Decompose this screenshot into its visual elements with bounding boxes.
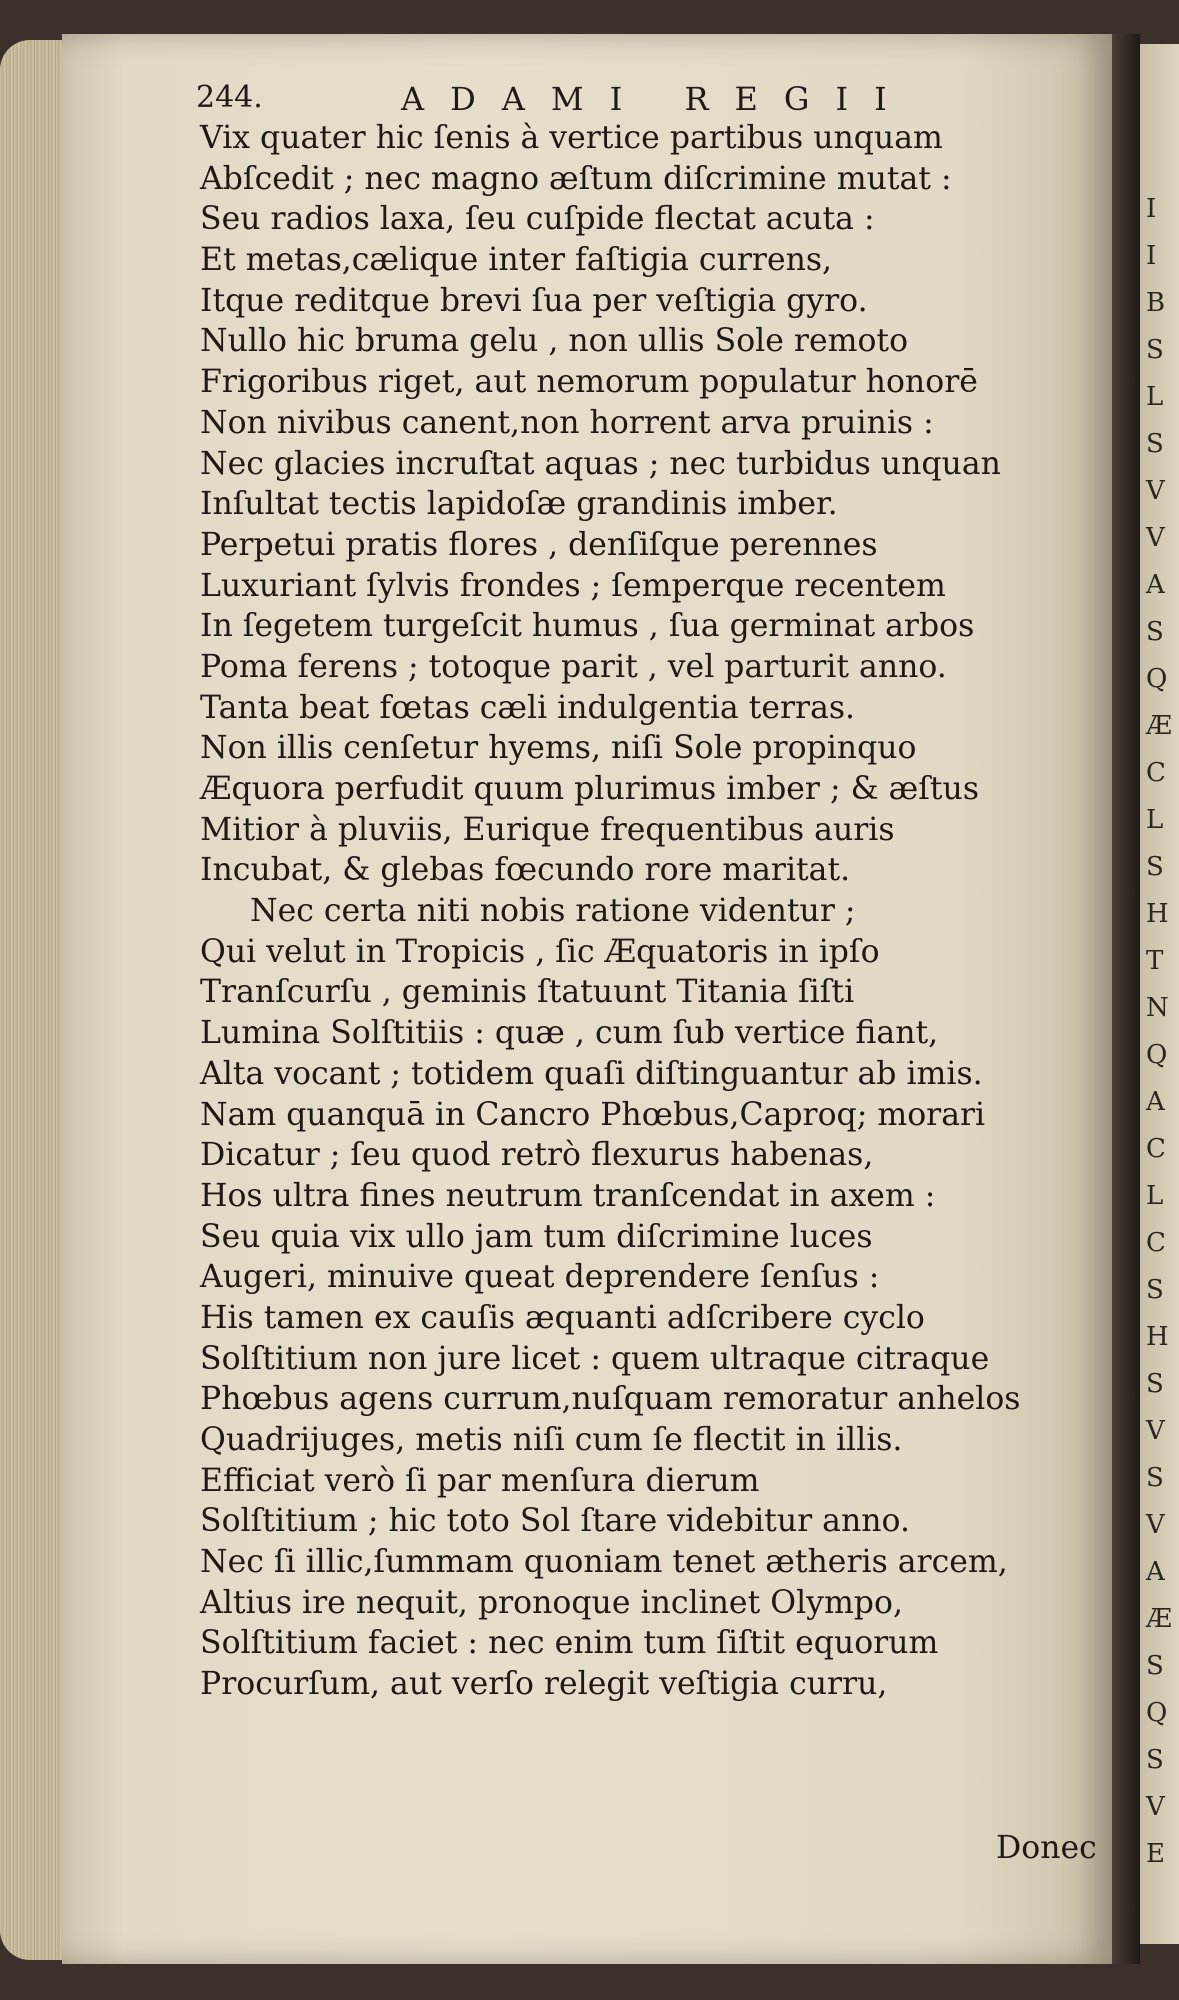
next-page-letter: S	[1146, 1275, 1164, 1305]
verse-line: Nullo hic bruma gelu , non ullis Sole remoto	[200, 323, 909, 360]
next-page-letter: Q	[1146, 1698, 1168, 1728]
next-page-letter: L	[1146, 805, 1164, 835]
verse-line: Non nivibus canent,non horrent arva pruinis :	[200, 404, 934, 441]
next-page-letter: Q	[1146, 664, 1168, 694]
next-page-letter: H	[1146, 899, 1169, 929]
next-page-letter: Æ	[1146, 711, 1173, 741]
verse-line: Nec glacies incruſtat aquas ; nec turbidus unquan	[200, 445, 1001, 482]
verse-line: Itque reditque brevi ſua per veſtigia gyro.	[200, 282, 868, 319]
next-page-letter: B	[1146, 288, 1166, 318]
verse-line: Hos ultra fines neutrum tranſcendat in axem :	[200, 1177, 936, 1214]
verse-line: Frigoribus riget, aut nemorum populatur honorē	[200, 364, 978, 401]
next-page-letter: I	[1146, 241, 1157, 271]
catchword: Donec	[996, 1830, 1097, 1866]
next-page-letter: C	[1146, 1134, 1166, 1164]
verse-line: Inſultat tectis lapidoſæ grandinis imber.	[200, 486, 838, 523]
verse-line: Tanta beat fœtas cæli indulgentia terras.	[200, 689, 856, 726]
verse-line: Quadrijuges, metis niſi cum ſe flectit in illis.	[200, 1422, 903, 1458]
verse-line: Efficiat verò ſi par menſura dierum	[200, 1462, 760, 1499]
next-page-letter: A	[1146, 1087, 1165, 1117]
next-page-letter: V	[1146, 1416, 1165, 1446]
verse-line: Solſtitium faciet : nec enim tum ſiſtit equorum	[200, 1625, 939, 1662]
next-page-letter: V	[1146, 523, 1165, 553]
verse-line: Non illis cenſetur hyems, niſi Sole propinquo	[200, 730, 917, 767]
running-title: ADAMI REGII	[401, 80, 913, 118]
verse-line: Nec ſi illic,ſummam quoniam tenet ætheris arcem,	[200, 1544, 1008, 1581]
verse-line: Solſtitium non jure licet : quem ultraque citraque	[200, 1340, 990, 1377]
verse-line: Poma ferens ; totoque parit , vel parturit anno.	[200, 648, 947, 685]
next-page-letter: A	[1146, 570, 1165, 600]
verse-line: Tranſcurſu , geminis ſtatuunt Titania ſiſti	[200, 974, 855, 1011]
verse-line: Incubat, & glebas fœcundo rore maritat.	[200, 852, 851, 889]
next-page-letter: C	[1146, 758, 1166, 788]
next-page-letter: L	[1146, 1181, 1164, 1211]
next-page-letter: S	[1146, 1463, 1164, 1493]
page-edges	[0, 40, 70, 1960]
verse-line: Vix quater hic ſenis à vertice partibus unquam	[200, 120, 943, 156]
next-page-letter: S	[1146, 335, 1164, 365]
next-page-letter: V	[1146, 476, 1165, 506]
next-page-letter: T	[1146, 946, 1164, 976]
page-header	[196, 80, 996, 120]
verse-line: Nam quanquā in Cancro Phœbus,Caproq; morari	[200, 1096, 986, 1133]
verse-line: Et metas,cælique inter faſtigia currens,	[200, 242, 833, 279]
verse-line: Mitior à pluviis, Eurique frequentibus auris	[200, 811, 895, 848]
next-page-letter: H	[1146, 1322, 1169, 1352]
verse-line: Alta vocant ; totidem quaſi diſtinguantur ab imis.	[200, 1055, 983, 1092]
verse-line: Altius ire nequit, pronoque inclinet Olympo,	[200, 1584, 903, 1621]
verse-line: Seu radios laxa, ſeu cuſpide flectat acuta :	[200, 201, 875, 238]
next-page-letter: S	[1146, 852, 1164, 882]
verse-line: Luxuriant ſylvis frondes ; ſemperque recentem	[200, 567, 946, 604]
verse-line: Procurſum, aut verſo relegit veſtigia curru,	[200, 1666, 888, 1703]
verse-line: Abſcedit ; nec magno æſtum diſcrimine mutat :	[200, 160, 952, 197]
next-page-letter: S	[1146, 1651, 1164, 1681]
verse-line: His tamen ex cauſis æquanti adſcribere cyclo	[200, 1299, 925, 1336]
verse-line: Nec certa niti nobis ratione videntur ;	[250, 893, 856, 930]
next-page-letter: L	[1146, 382, 1164, 412]
verse-line: Lumina Solſtitiis : quæ , cum ſub vertice fiant,	[200, 1015, 939, 1052]
next-page-letter: S	[1146, 617, 1164, 647]
verse-line: Phœbus agens currum,nuſquam remoratur anhelos	[200, 1381, 1021, 1418]
next-page-letter: C	[1146, 1228, 1166, 1258]
verse-line: Dicatur ; ſeu quod retrò flexurus habenas,	[200, 1137, 874, 1174]
verse-line: Qui velut in Tropicis , ſic Æquatoris in ipſo	[200, 933, 880, 970]
verse-line: Augeri, minuive queat deprendere ſenſus :	[200, 1259, 880, 1296]
next-page-letter: V	[1146, 1510, 1165, 1540]
next-page-letter: A	[1146, 1557, 1165, 1587]
verse-line: Æquora perfudit quum plurimus imber ; & æſtus	[200, 771, 980, 807]
verse-line: Seu quia vix ullo jam tum diſcrimine luces	[200, 1218, 873, 1255]
next-page-letter: Æ	[1146, 1604, 1173, 1634]
next-page-letter: S	[1146, 429, 1164, 459]
next-page-letter: S	[1146, 1745, 1164, 1775]
verse-line: Perpetui pratis flores , denſiſque perennes	[200, 526, 878, 563]
page-number: 244.	[196, 80, 263, 115]
next-page-edge	[1140, 44, 1179, 1944]
next-page-letter: Q	[1146, 1040, 1168, 1070]
next-page-letter: N	[1146, 993, 1169, 1023]
verse-text	[200, 118, 1120, 1705]
next-page-letter: I	[1146, 194, 1157, 224]
next-page-letter: E	[1146, 1839, 1165, 1869]
verse-line: Solſtitium ; hic toto Sol ſtare videbitur anno.	[200, 1503, 910, 1540]
next-page-letter: S	[1146, 1369, 1164, 1399]
verse-line: In ſegetem turgeſcit humus , ſua germinat arbos	[200, 608, 975, 645]
next-page-letter: V	[1146, 1792, 1165, 1822]
